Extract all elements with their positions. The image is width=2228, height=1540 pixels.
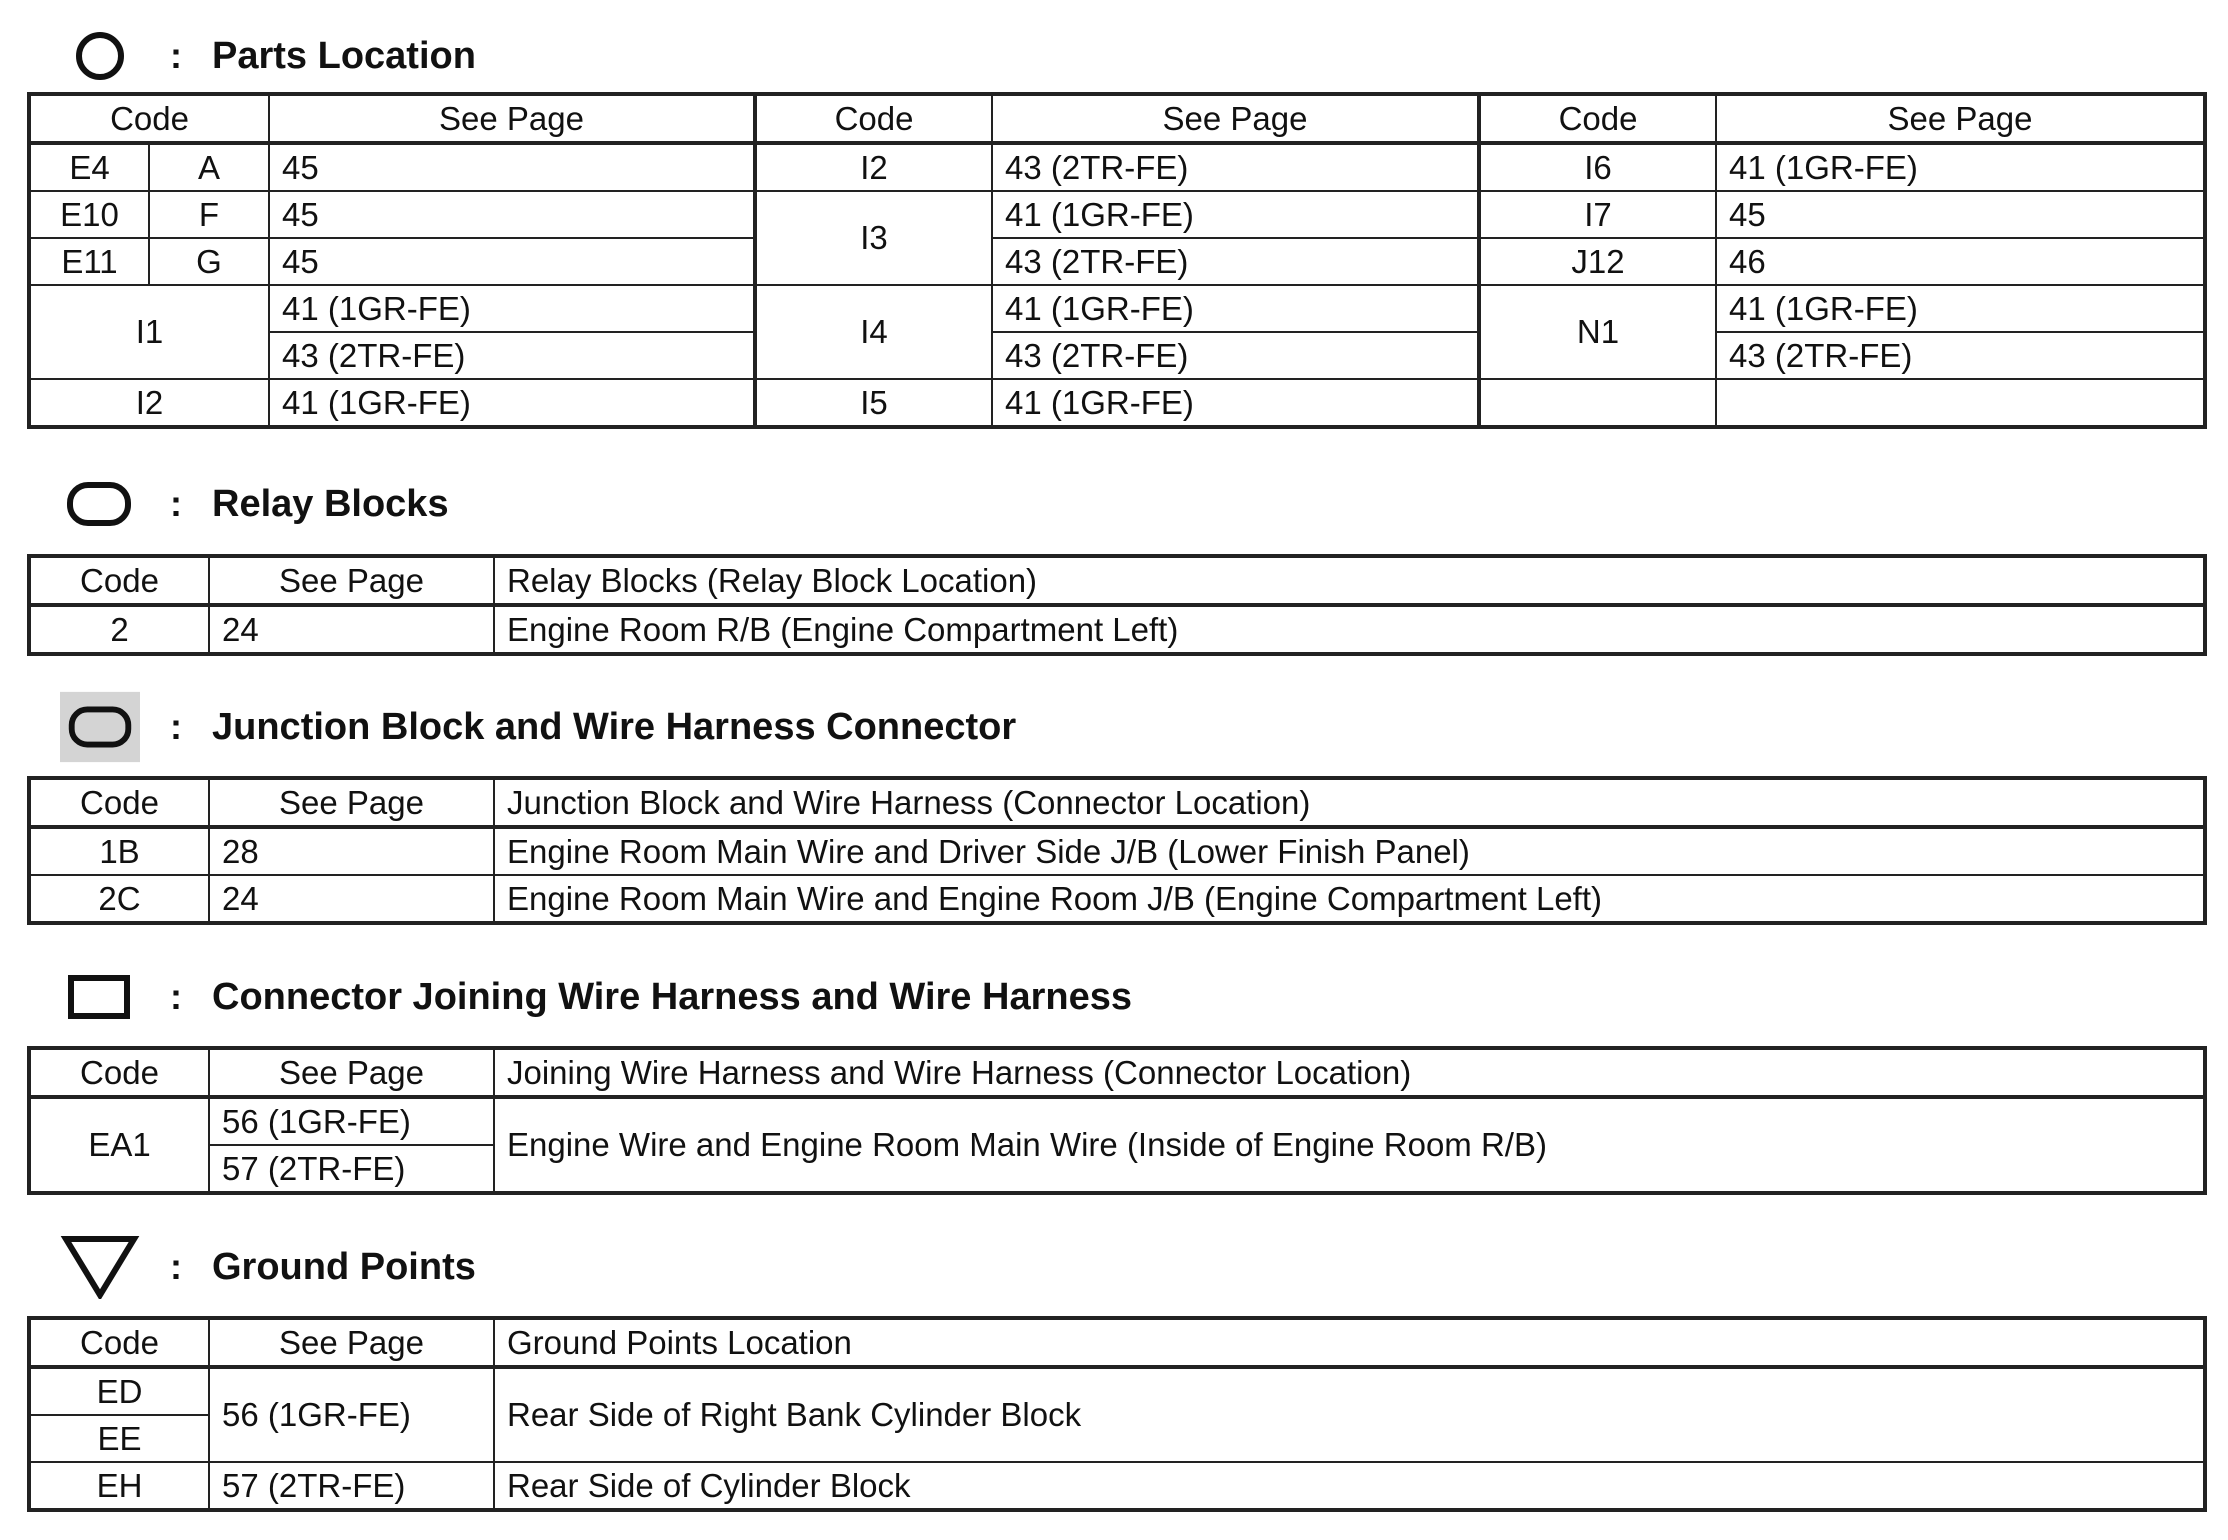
code-cell: EE	[29, 1415, 209, 1462]
page-cell: 24	[209, 875, 494, 923]
description-header: Ground Points Location	[494, 1318, 2205, 1367]
ground-points-title: Ground Points	[212, 1245, 476, 1288]
description-header: Junction Block and Wire Harness (Connector Location)	[494, 778, 2205, 827]
page-cell: 41 (1GR-FE)	[1716, 143, 2205, 191]
connector-joining-title: Connector Joining Wire Harness and Wire Harness	[212, 975, 1132, 1018]
see-page-header: See Page	[992, 94, 1479, 143]
table-row	[29, 191, 2205, 238]
table-row	[29, 379, 2205, 427]
code-cell: I4	[755, 285, 992, 379]
code-letter-cell: F	[149, 191, 269, 238]
code-cell: 1B	[29, 827, 209, 875]
heading-colon: :	[170, 976, 182, 1017]
circle-icon	[60, 21, 140, 91]
code-cell: E10	[29, 191, 149, 238]
table-header-row	[29, 556, 2205, 605]
table-row	[29, 238, 2205, 285]
table-row	[29, 1097, 2205, 1145]
page-cell: 46	[1716, 238, 2205, 285]
code-cell: 2	[29, 605, 209, 654]
ground-points-heading	[60, 1232, 476, 1302]
page-cell: 41 (1GR-FE)	[1716, 285, 2205, 332]
code-cell: E11	[29, 238, 149, 285]
code-cell: I5	[755, 379, 992, 427]
empty-cell	[1716, 379, 2205, 427]
code-letter-cell: G	[149, 238, 269, 285]
table-header-row	[29, 1048, 2205, 1097]
page-cell: 43 (2TR-FE)	[1716, 332, 2205, 379]
description-cell: Engine Room Main Wire and Engine Room J/B (Engine Compartment Left)	[494, 875, 2205, 923]
parts-location-heading	[60, 21, 476, 91]
junction-block-title: Junction Block and Wire Harness Connector	[212, 705, 1017, 748]
junction-block-table	[27, 776, 2207, 925]
page-cell: 41 (1GR-FE)	[269, 379, 755, 427]
see-page-header: See Page	[209, 556, 494, 605]
code-cell: EA1	[29, 1097, 209, 1193]
table-header-row	[29, 778, 2205, 827]
empty-cell	[1479, 379, 1716, 427]
page-cell: 45	[269, 238, 755, 285]
description-header: Joining Wire Harness and Wire Harness (Connector Location)	[494, 1048, 2205, 1097]
description-cell: Engine Room R/B (Engine Compartment Left)	[494, 605, 2205, 654]
code-cell: EH	[29, 1462, 209, 1510]
code-cell: J12	[1479, 238, 1716, 285]
table-row	[29, 827, 2205, 875]
page-cell: 28	[209, 827, 494, 875]
code-header: Code	[29, 94, 269, 143]
page-cell: 57 (2TR-FE)	[209, 1462, 494, 1510]
description-header: Relay Blocks (Relay Block Location)	[494, 556, 2205, 605]
code-cell: I6	[1479, 143, 1716, 191]
code-cell: ED	[29, 1367, 209, 1415]
page-cell: 57 (2TR-FE)	[209, 1145, 494, 1193]
page-cell: 24	[209, 605, 494, 654]
table-row	[29, 1367, 2205, 1415]
code-cell: I7	[1479, 191, 1716, 238]
relay-blocks-table	[27, 554, 2207, 656]
code-cell: I1	[29, 285, 269, 379]
page-cell: 43 (2TR-FE)	[269, 332, 755, 379]
code-header: Code	[1479, 94, 1716, 143]
see-page-header: See Page	[209, 778, 494, 827]
connector-joining-heading	[60, 962, 1132, 1032]
triangle-down-icon	[60, 1232, 140, 1302]
code-cell: I2	[755, 143, 992, 191]
description-cell: Engine Wire and Engine Room Main Wire (Inside of Engine Room R/B)	[494, 1097, 2205, 1193]
table-header-row	[29, 94, 2205, 143]
code-cell: I3	[755, 191, 992, 285]
table-row	[29, 143, 2205, 191]
shaded-rounded-rect-icon	[60, 692, 140, 762]
description-cell: Rear Side of Right Bank Cylinder Block	[494, 1367, 2205, 1462]
page-cell: 41 (1GR-FE)	[992, 379, 1479, 427]
parts-location-table	[27, 92, 2207, 429]
table-row	[29, 332, 2205, 379]
code-header: Code	[29, 1048, 209, 1097]
see-page-header: See Page	[209, 1048, 494, 1097]
page-cell: 45	[1716, 191, 2205, 238]
page-cell: 43 (2TR-FE)	[992, 238, 1479, 285]
table-row	[29, 875, 2205, 923]
code-header: Code	[29, 556, 209, 605]
table-header-row	[29, 1318, 2205, 1367]
ground-points-table	[27, 1316, 2207, 1512]
code-cell: E4	[29, 143, 149, 191]
description-cell: Engine Room Main Wire and Driver Side J/B (Lower Finish Panel)	[494, 827, 2205, 875]
code-cell: I2	[29, 379, 269, 427]
heading-colon: :	[170, 706, 182, 747]
description-cell: Rear Side of Cylinder Block	[494, 1462, 2205, 1510]
page-cell: 56 (1GR-FE)	[209, 1097, 494, 1145]
page-cell: 43 (2TR-FE)	[992, 143, 1479, 191]
junction-block-heading	[60, 692, 1016, 762]
heading-colon: :	[170, 483, 182, 524]
see-page-header: See Page	[1716, 94, 2205, 143]
table-row	[29, 605, 2205, 654]
page-cell: 41 (1GR-FE)	[992, 191, 1479, 238]
parts-location-title: Parts Location	[212, 34, 476, 77]
code-header: Code	[755, 94, 992, 143]
code-letter-cell: A	[149, 143, 269, 191]
code-header: Code	[29, 778, 209, 827]
code-cell: 2C	[29, 875, 209, 923]
page-cell: 41 (1GR-FE)	[992, 285, 1479, 332]
table-row	[29, 285, 2205, 332]
rectangle-icon	[60, 962, 140, 1032]
rounded-rect-icon	[60, 469, 140, 539]
heading-colon: :	[170, 1246, 182, 1287]
table-row	[29, 1462, 2205, 1510]
relay-blocks-title: Relay Blocks	[212, 482, 449, 525]
heading-colon: :	[170, 35, 182, 76]
see-page-header: See Page	[269, 94, 755, 143]
relay-blocks-heading	[60, 469, 449, 539]
page-cell: 45	[269, 191, 755, 238]
page-cell: 41 (1GR-FE)	[269, 285, 755, 332]
code-header: Code	[29, 1318, 209, 1367]
page-cell: 56 (1GR-FE)	[209, 1367, 494, 1462]
page-cell: 43 (2TR-FE)	[992, 332, 1479, 379]
see-page-header: See Page	[209, 1318, 494, 1367]
connector-joining-table	[27, 1046, 2207, 1195]
code-cell: N1	[1479, 285, 1716, 379]
page-cell: 45	[269, 143, 755, 191]
